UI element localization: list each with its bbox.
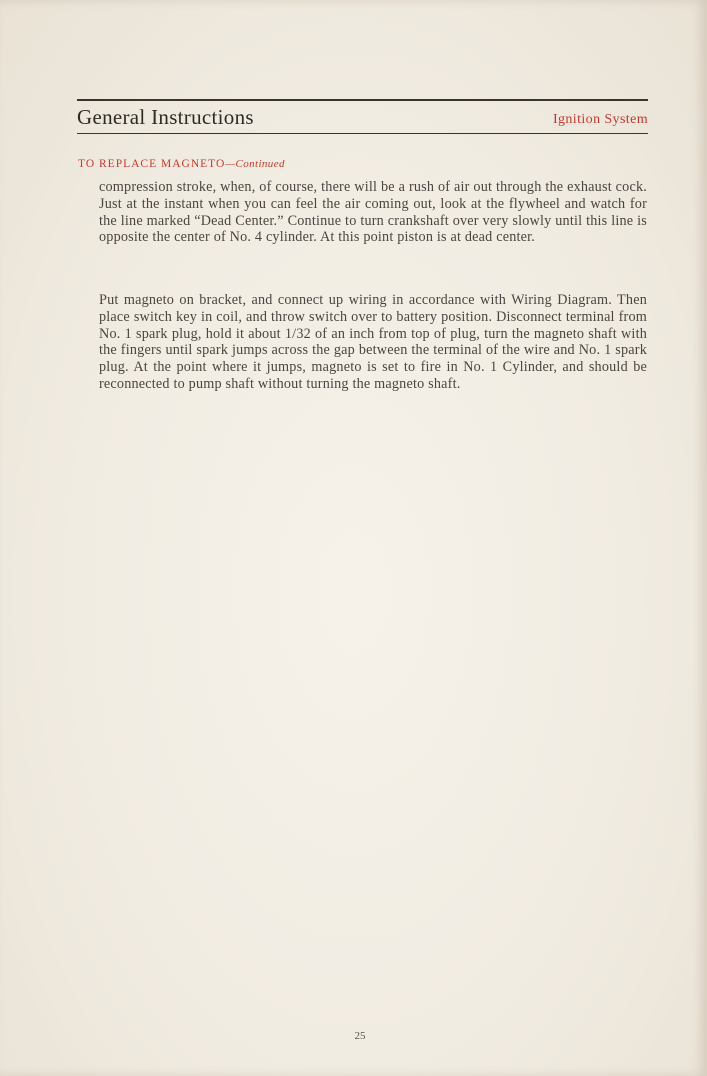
header-top-rule	[77, 99, 648, 101]
page-title: General Instructions	[77, 105, 254, 129]
section-heading-text: TO REPLACE MAGNETO	[78, 158, 226, 170]
paragraph: Put magneto on bracket, and connect up wiring in accordance with Wiring Diagram. Then place switch key in coil, and throw switch over to battery position. Disconnect terminal from No. 1 spark plug, hold it about 1/32 of an inch from top of plug, turn the magneto shaft with the fingers until spark jumps across the gap between the terminal of the wire and No. 1 spark plug. At the point where it jumps, magneto is set to fire in No. 1 Cylinder, and should be reconnected to pump shaft without turning the magneto shaft.	[99, 292, 647, 392]
continued-label: —Continued	[225, 158, 285, 170]
section-label: Ignition System	[552, 112, 648, 127]
section-heading	[78, 158, 285, 170]
page-number: 25	[354, 1030, 366, 1042]
paragraph: compression stroke, when, of course, there will be a rush of air out through the exhaust cock. Just at the instant when you can feel the air coming out, look at the flywheel and watch for the line marked “Dead Center.” Continue to turn crankshaft over very slowly until this line is opposite the center of No. 4 cylinder. At this point piston is at dead center.	[99, 179, 647, 246]
header-bottom-rule	[77, 133, 648, 134]
